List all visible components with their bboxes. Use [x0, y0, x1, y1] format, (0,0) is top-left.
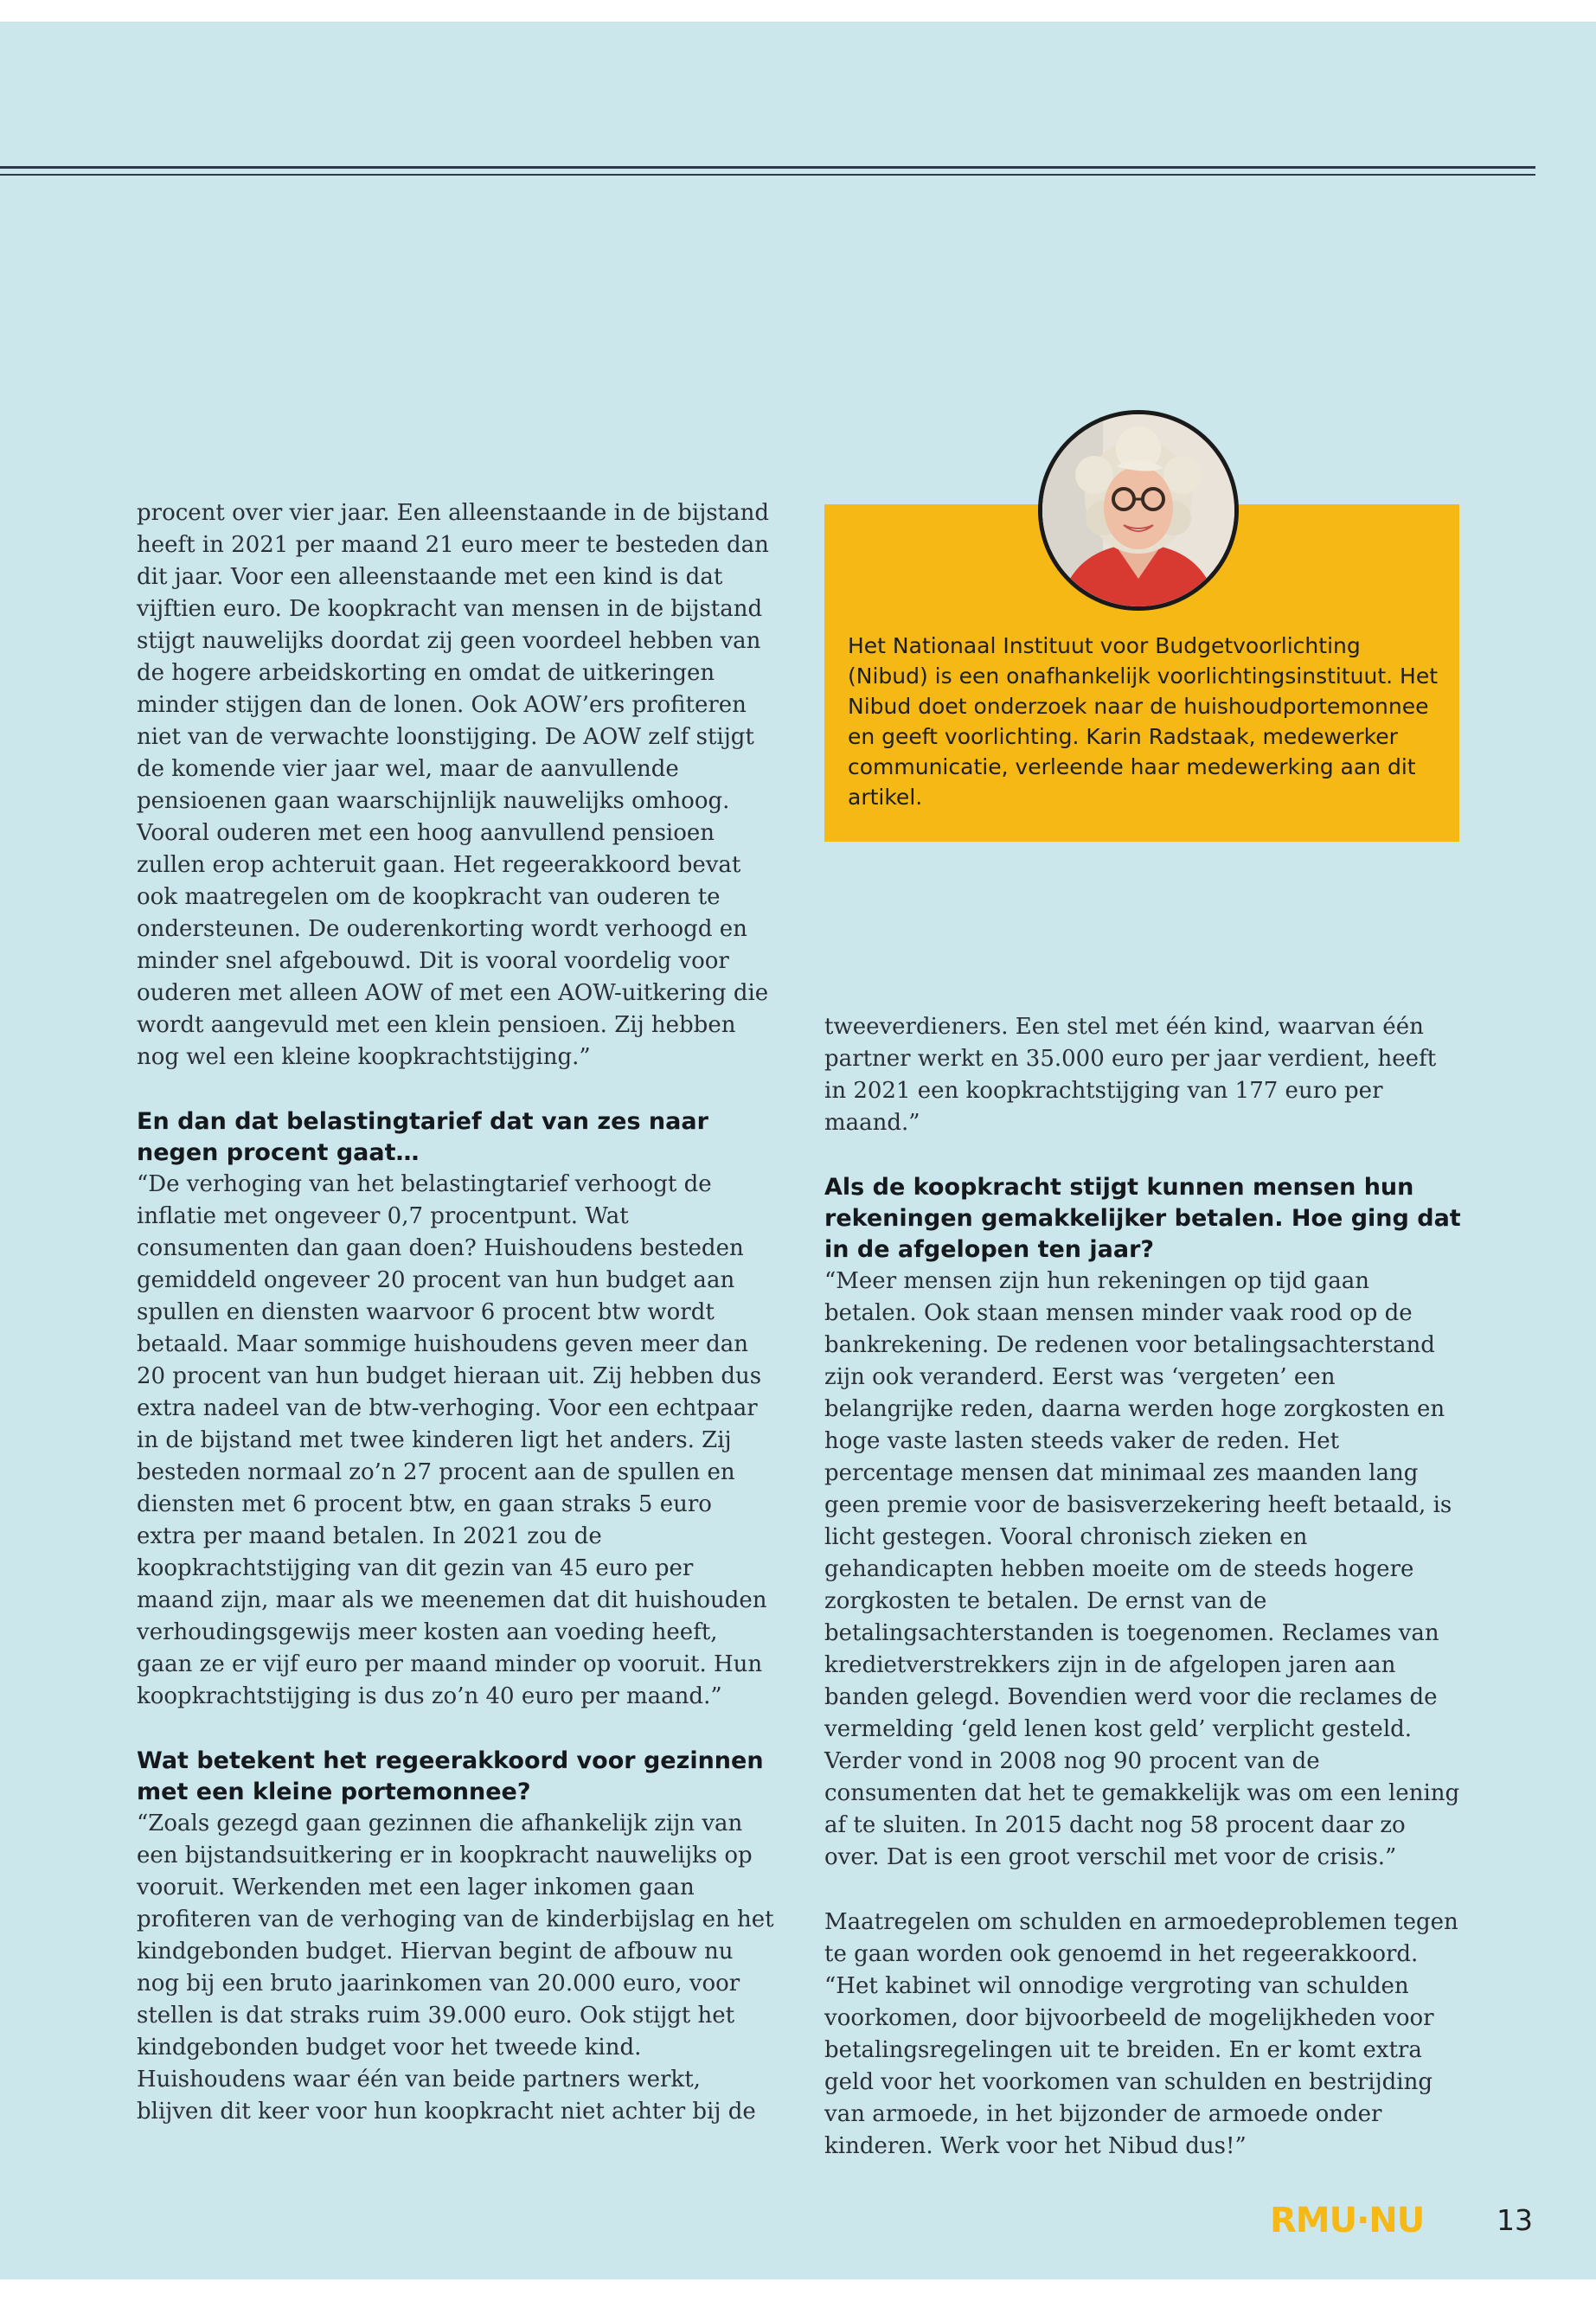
right-column [824, 1011, 1465, 2163]
right-heading-koopkracht: Als de koopkracht stijgt kunnen mensen hun rekeningen gemakkelijker betalen. Hoe ging dat in de afgelopen ten jaar? [824, 1174, 1461, 1263]
logo-text: RMU·NU [1270, 2201, 1425, 2240]
left-paragraph-3: “Zoals gezegd gaan gezinnen die afhankelijk zijn van een bijstandsuitkering er in koopkracht nauwelijks op vooruit. Werkenden met een lager inkomen gaan profiteren van de verhoging van de kinderbijslag en het kindgebonden budget. Hiervan begint de afbouw nu nog bij een bruto jaarinkomen van 20.000 euro, voor stellen is dat straks ruim 39.000 euro. Ook stijgt het kindgebonden budget voor het tweede kind. Huishoudens waar één van beide partners werkt, blijven dit keer voor hun koopkracht niet achter bij de [137, 1811, 774, 2125]
right-paragraph-2: “Meer mensen zijn hun rekeningen op tijd gaan betalen. Ook staan mensen minder vaak rood op de bankrekening. De redenen voor betalingsachterstand zijn ook veranderd. Eerst was ‘vergeten’ een belangrijke reden, daarna werden hoge zorgkosten en hoge vaste lasten steeds vaker de reden. Het percentage mensen dat minimaal zes maanden lang geen premie voor de basisverzekering heeft betaald, is licht gestegen. Vooral chronisch zieken en gehandicapten hebben moeite om de steeds hogere zorgkosten te betalen. De ernst van de betalingsachterstanden is toegenomen. Reclames van kredietverstrekkers zijn in de afgelopen jaren aan banden gelegd. Bovendien werd voor die reclames de vermelding ‘geld lenen kost geld’ verplicht gesteld. Verder vond in 2008 nog 90 procent van de consumenten dat het te gemakkelijk was om een lening af te sluiten. In 2015 dacht nog 58 procent daar zo over. Dat is een groot verschil met voor de crisis.” [824, 1268, 1460, 1870]
right-paragraph-3: Maatregelen om schulden en armoedeproblemen tegen te gaan worden ook genoemd in het regeerakkoord. “Het kabinet wil onnodige vergroting van schulden voorkomen, door bijvoorbeeld de mogelijkheden voor betalingsregelingen uit te breiden. En er komt extra geld voor het voorkomen van schulden en bestrijding van armoede, in het bijzonder de armoede onder kinderen. Werk voor het Nibud dus!” [824, 1909, 1458, 2159]
right-paragraph-1: tweeverdieners. Een stel met één kind, waarvan één partner werkt en 35.000 euro per jaar verdient, heeft in 2021 een koopkrachtstijging van 177 euro per maand.” [824, 1014, 1437, 1136]
left-heading-regeerakkoord: Wat betekent het regeerakkoord voor gezinnen met een kleine portemonnee? [137, 1747, 764, 1805]
left-column [137, 497, 777, 2128]
rmu-nu-logo [1270, 2199, 1434, 2242]
header-rule-thin [0, 174, 1535, 176]
header-rule-thick [0, 166, 1535, 169]
left-heading-belastingtarief: En dan dat belastingtarief dat van zes naar negen procent gaat… [137, 1108, 708, 1166]
info-box-text: Het Nationaal Instituut voor Budgetvoorlichting (Nibud) is een onafhankelijk voorlichtingsinstituut. Het Nibud doet onderzoek naar de huishoudportemonnee en geeft voorlichting. Karin Radstaak, medewerker communicatie, verleende haar medewerking aan dit artikel. [848, 633, 1439, 810]
left-paragraph-1: procent over vier jaar. Een alleenstaande in de bijstand heeft in 2021 per maand 21 euro meer te besteden dan dit jaar. Voor een alleenstaande met een kind is dat vijftien euro. De koopkracht van mensen in de bijstand stijgt nauwelijks doordat zij geen voordeel hebben van de hogere arbeidskorting en omdat de uitkeringen minder stijgen dan de lonen. Ook AOW’ers profiteren niet van de verwachte loonstijging. De AOW zelf stijgt de komende vier jaar wel, maar de aanvullende pensioenen gaan waarschijnlijk nauwelijks omhoog. Vooral ouderen met een hoog aanvullend pensioen zullen erop achteruit gaan. Het regeerakkoord bevat ook maatregelen om de koopkracht van ouderen te ondersteunen. De ouderenkorting wordt verhoogd en minder snel afgebouwd. Dit is vooral voordelig voor ouderen met alleen AOW of met een AOW-uitkering die wordt aangevuld met een klein pensioen. Zij hebben nog wel een kleine koopkrachtstijging.” [137, 500, 769, 1070]
page-number: 13 [1497, 2203, 1533, 2237]
portrait-photo-icon [1038, 410, 1239, 611]
left-paragraph-2: “De verhoging van het belastingtarief verhoogt de inflatie met ongeveer 0,7 procentpunt. Wat consumenten dan gaan doen? Huishoudens besteden gemiddeld ongeveer 20 procent van hun budget aan spullen en diensten waarvoor 6 procent btw wordt betaald. Maar sommige huishoudens geven meer dan 20 procent van hun budget hieraan uit. Zij hebben dus extra nadeel van de btw-verhoging. Voor een echtpaar in de bijstand met twee kinderen ligt het anders. Zij besteden normaal zo’n 27 procent aan de spullen en diensten met 6 procent btw, en gaan straks 5 euro extra per maand betalen. In 2021 zou de koopkrachtstijging van dit gezin van 45 euro per maand zijn, maar als we meenemen dat dit huishouden verhoudingsgewijs meer kosten aan voeding heeft, gaan ze er vijf euro per maand minder op vooruit. Hun koopkrachtstijging is dus zo’n 40 euro per maand.” [137, 1171, 767, 1709]
